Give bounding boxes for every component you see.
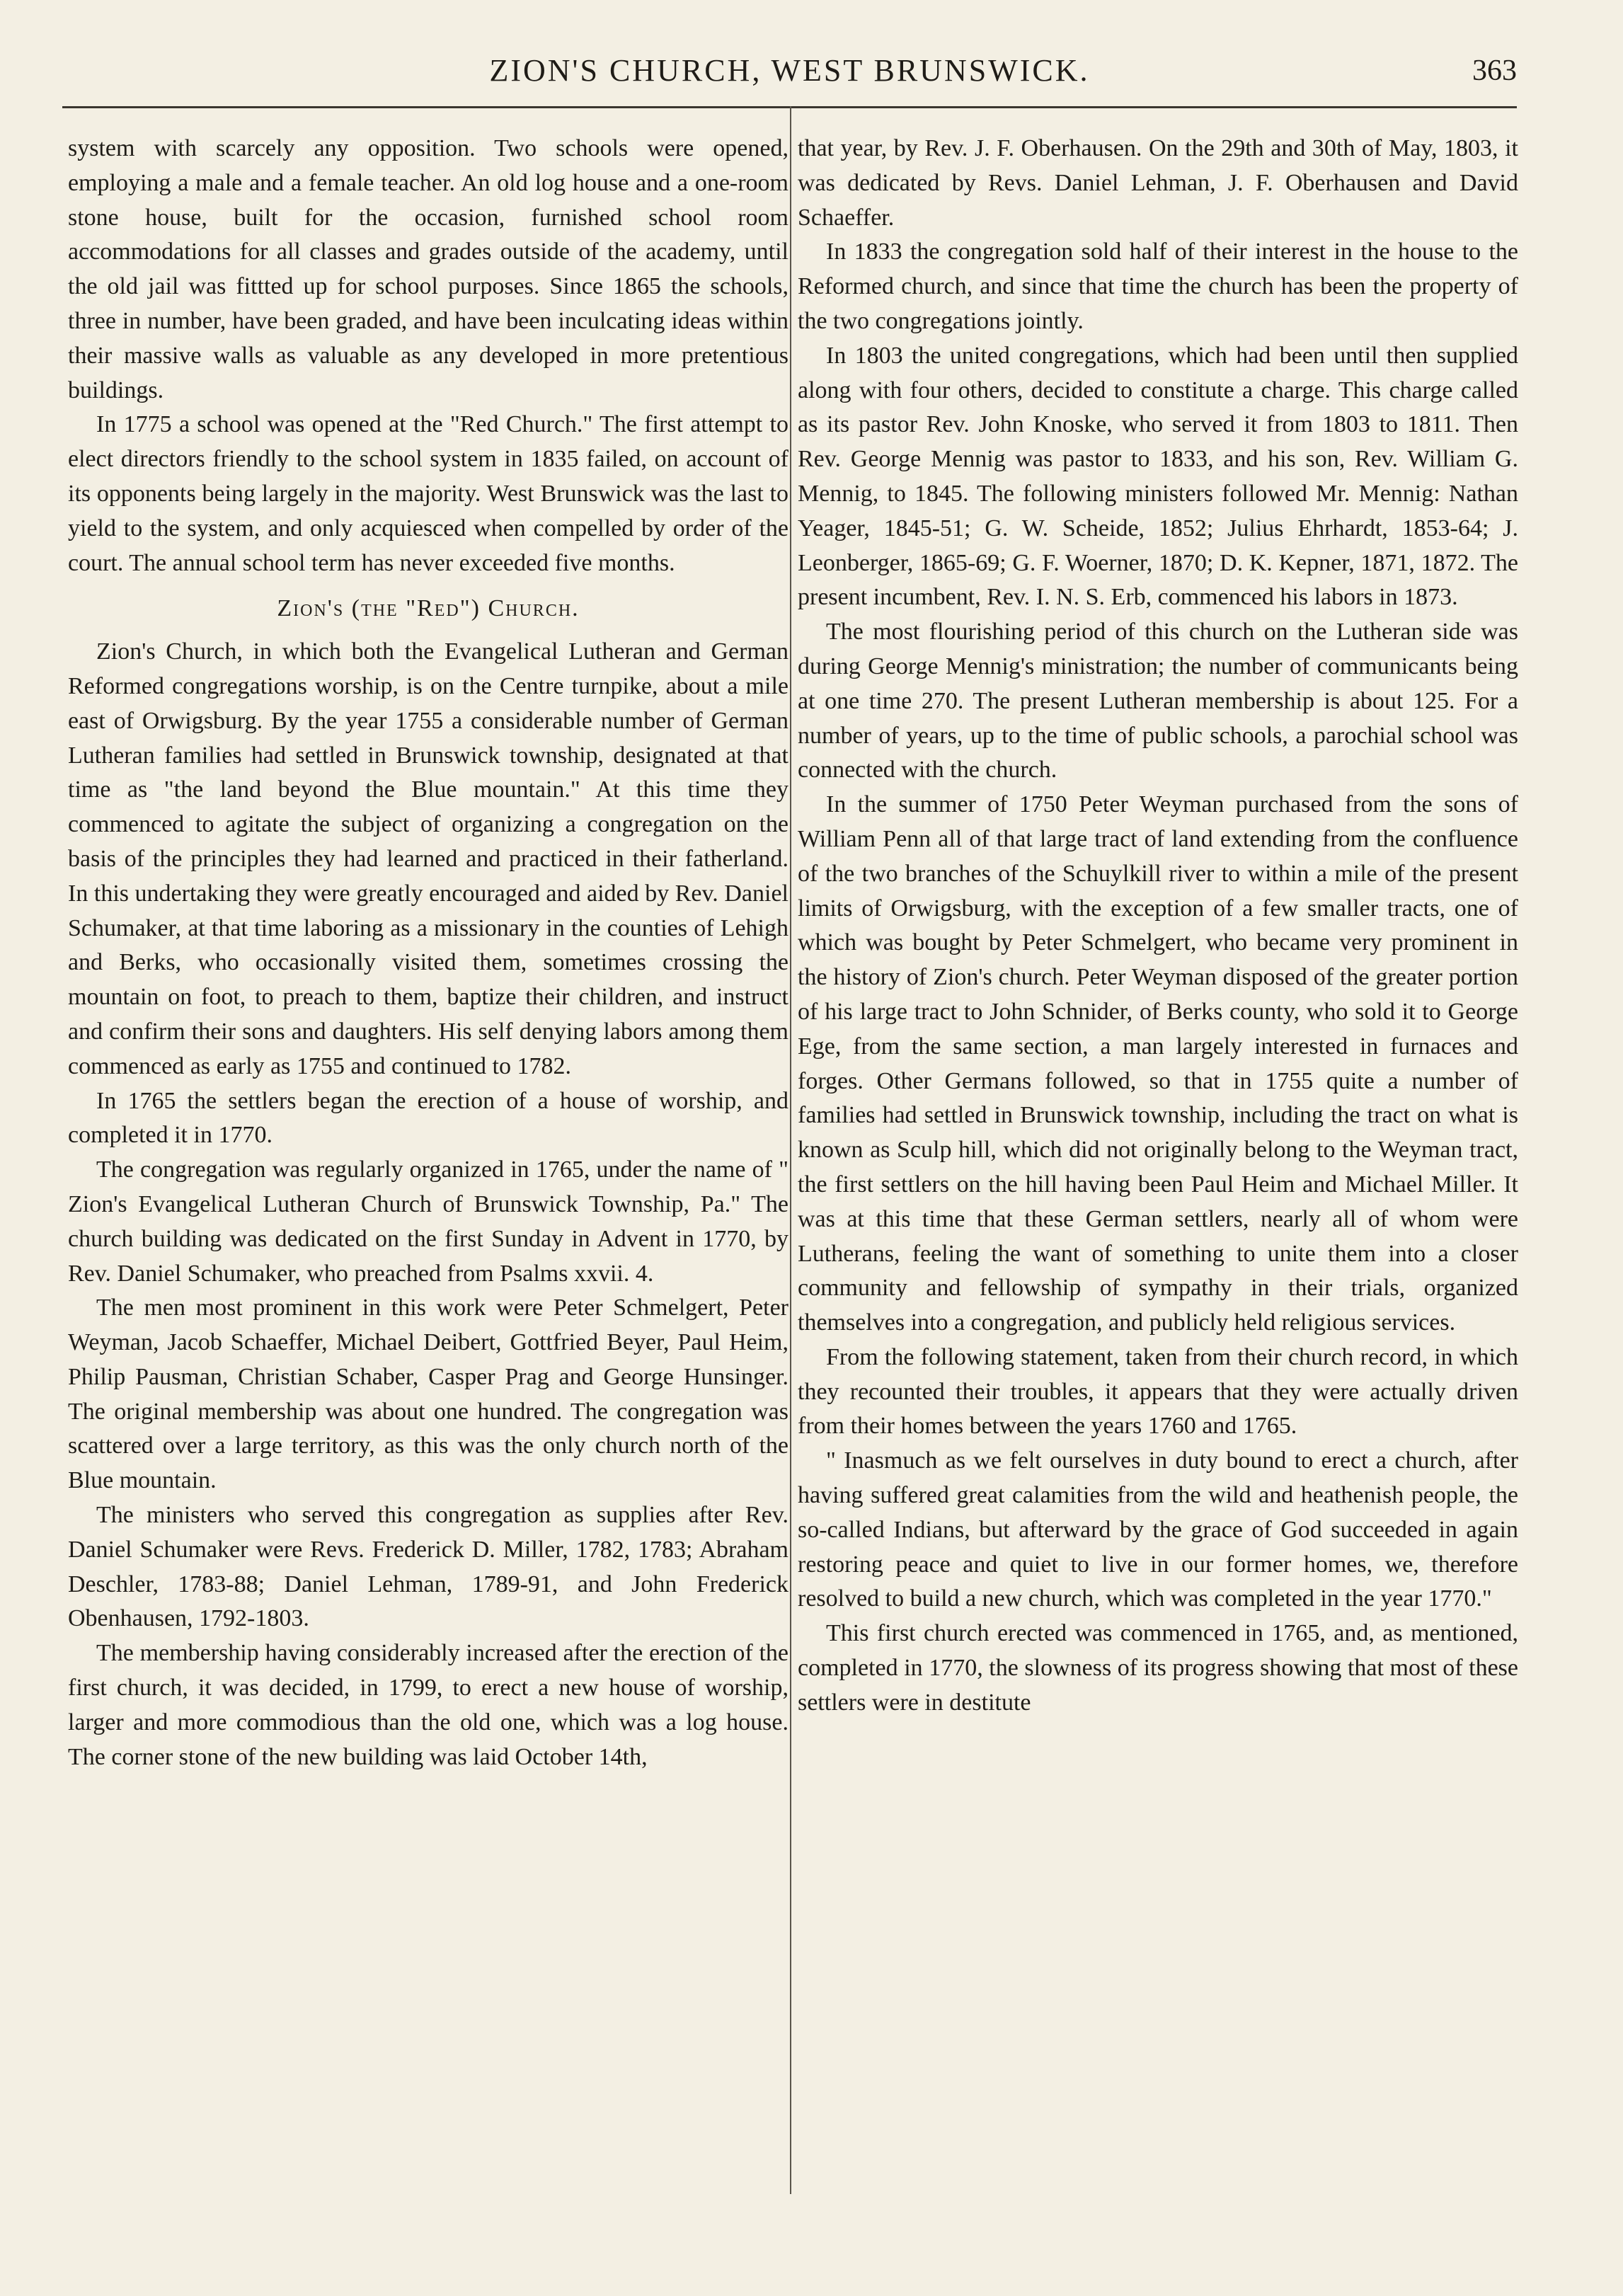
paragraph-weyman: In the summer of 1750 Peter Weyman purchased from the sons of William Penn all of that large tract of land extending from the confluence of the two branches of the Schuylkill river to within a mile of the present limits of Orwigsburg, with the exception of a few smaller tracts, one of which was bought by Peter Schmelgert, who became very prominent in the history of Zion's church. Peter Weyman disposed of the greater portion of his large tract to John Schnider, of Berks county, who sold it to George Ege, from the same section, a man largely interested in furnaces and forges. Other Germans followed, so that in 1755 quite a number of families had settled in Brunswick township, including the tract on what is known as Sculp hill, which did not originally belong to the Weyman tract, the first settlers on the hill having been Paul Heim and Michael Miller. It was at this time that these German settlers, nearly all of whom were Lutherans, feeling the want of something to unite them into a closer community and fellowship of sympathy in their trials, organized themselves into a congregation, and publicly held religious services. — [798, 791, 1518, 1336]
paragraph-intro: Zion's Church, in which both the Evangelical Lutheran and German Reformed congregations worship, is on the Centre turnpike, about a mile east of Orwigsburg. By the year 1755 a considerable number of German Lutheran families had settled in Brunswick township, designated at that time as "the land beyond the Blue mountain." At this time they commenced to agitate the subject of organizing a congregation on the basis of the principles they had learned and practiced in their fatherland. In this undertaking they were greatly encouraged and aided by Rev. Daniel Schumaker, at that time laboring as a missionary in the counties of Lehigh and Berks, who occasionally visited them, sometimes crossing the mountain on foot, to preach to them, baptize their children, and instruct and confirm their sons and daughters. His self denying labors among them commenced as early as 1755 and continued to 1782. — [68, 638, 788, 1079]
paragraph-1765: In 1765 the settlers began the erection of a house of worship, and completed it in 1770. — [68, 1087, 788, 1149]
paragraph-1803: In 1803 the united congregations, which had been until then supplied along with four others, decided to constitute a charge. This charge called as its pastor Rev. John Knoske, who served it from 1803 to 1811. Then Rev. George Mennig was pastor to 1833, and his son, Rev. William G. Mennig, to 1845. The following ministers followed Mr. Mennig: Nathan Yeager, 1845-51; G. W. Scheide, 1852; Julius Ehrhardt, 1853-64; J. Leonberger, 1865-69; G. F. Woerner, 1870; D. K. Kepner, 1871, 1872. The present incumbent, Rev. I. N. S. Erb, commenced his labors in 1873. — [798, 342, 1518, 611]
paragraph-ministers: The ministers who served this congregation as supplies after Rev. Daniel Schumaker were Revs. Frederick D. Miller, 1782, 1783; Abraham Deschler, 1783-88; Daniel Lehman, 1789-91, and John Frederick Obenhausen, 1792-1803. — [68, 1502, 788, 1632]
paragraph-dedication-continued: that year, by Rev. J. F. Oberhausen. On the 29th and 30th of May, 1803, it was dedicated by Revs. Daniel Lehman, J. F. Oberhausen and David Schaeffer. — [798, 135, 1518, 231]
paragraph-schools-continued: system with scarcely any opposition. Two schools were opened, employing a male and a female teacher. An old log house and a one-room stone house, built for the occasion, furnished school room accommodations for all classes and grades outside of the academy, until the old jail was fittted up for school purposes. Since 1865 the schools, three in number, have been graded, and have been inculcating ideas within their massive walls as valuable as any developed in more pretentious buildings. — [68, 135, 788, 403]
paragraph-quote: " Inasmuch as we felt ourselves in duty bound to erect a church, after having suffered great calamities from the wild and heathenish people, the so-called Indians, but afterward by the grace of God succeeded in again restoring peace and quiet to live in our former homes, we, therefore resolved to build a new church, which was completed in the year 1770." — [798, 1447, 1518, 1612]
paragraph-membership: The membership having considerably increased after the erection of the first church, it was decided, in 1799, to erect a new house of worship, larger and more commodious than the old one, which was a log house. The corner stone of the new building was laid October 14th, — [68, 1640, 788, 1770]
paragraph-organized: The congregation was regularly organized in 1765, under the name of " Zion's Evangelical Lutheran Church of Brunswick Township, Pa." The church building was dedicated on the first Sunday in Advent in 1770, by Rev. Daniel Schumaker, who preached from Psalms xxvii. 4. — [68, 1156, 788, 1287]
paragraph-red-church-school: In 1775 a school was opened at the "Red Church." The first attempt to elect directors friendly to the school system in 1835 failed, on account of its opponents being largely in the majority. West Brunswick was the last to yield to the system, and only acquiesced when compelled by order of the court. The annual school term has never exceeded five months. — [68, 411, 788, 576]
paragraph-1833: In 1833 the congregation sold half of their interest in the house to the Reformed church, and since that time the church has been the property of the two congregations jointly. — [798, 239, 1518, 334]
paragraph-flourishing: The most flourishing period of this church on the Lutheran side was during George Mennig's ministration; the number of communicants being at one time 270. The present Lutheran membership is about 125. For a number of years, up to the time of public schools, a parochial school was connected with the church. — [798, 619, 1518, 783]
running-title: ZION'S CHURCH, WEST BRUNSWICK. — [489, 53, 1090, 88]
page-header — [62, 42, 1517, 108]
left-column — [68, 132, 788, 1774]
page-number: 363 — [1472, 54, 1517, 87]
paragraph-first-church: This first church erected was commenced in 1765, and, as mentioned, completed in 1770, the slowness of its progress showing that most of these settlers were in destitute — [798, 1620, 1518, 1716]
right-column — [798, 132, 1518, 1721]
paragraph-prominent-men: The men most prominent in this work were Peter Schmelgert, Peter Weyman, Jacob Schaeffer, Michael Deibert, Gottfried Beyer, Paul Heim, Philip Pausman, Christian Schaber, Casper Prag and George Hunsinger. The original membership was about one hundred. The congregation was scattered over a large territory, as this was the only church north of the Blue mountain. — [68, 1295, 788, 1494]
column-divider — [790, 106, 791, 2194]
section-heading: Zion's (the "Red") Church. — [277, 595, 580, 622]
paragraph-statement: From the following statement, taken from their church record, in which they recounted their troubles, it appears that they were actually driven from their homes between the years 1760 and 1765. — [798, 1343, 1518, 1440]
